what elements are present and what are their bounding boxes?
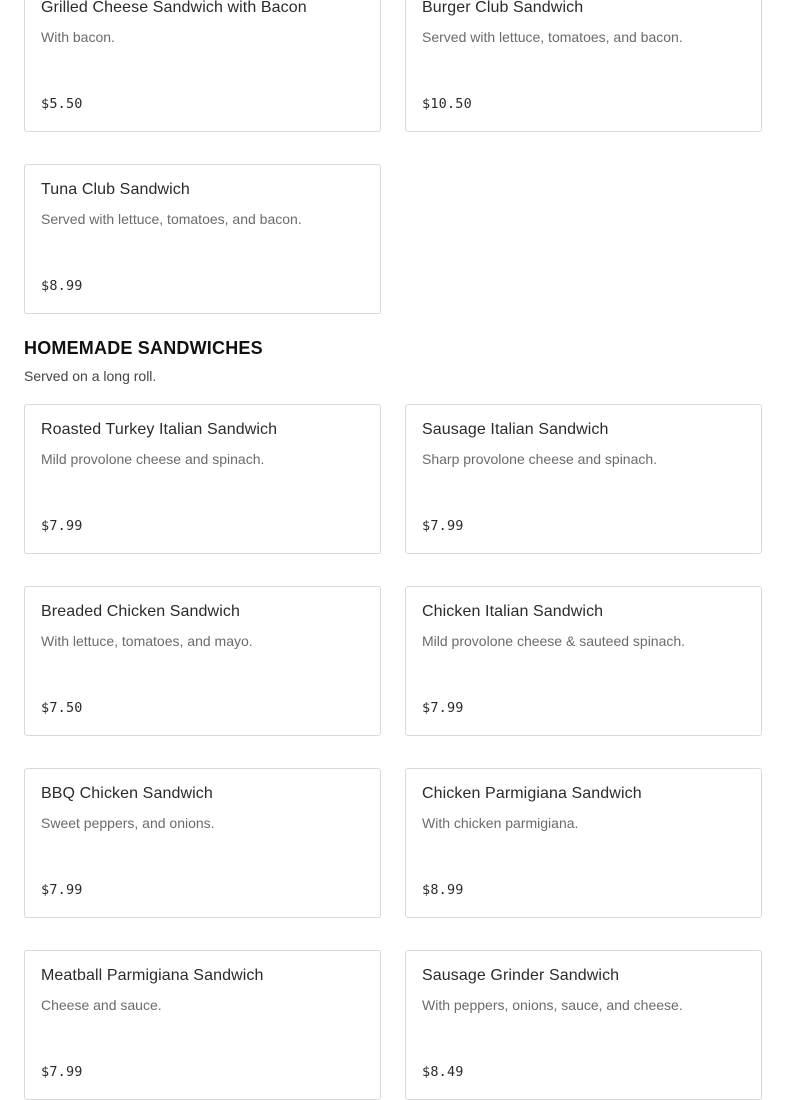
menu-item-description: Mild provolone cheese & sauteed spinach.	[422, 633, 686, 649]
menu-item-card[interactable]	[24, 164, 381, 314]
menu-item-description: With lettuce, tomatoes, and mayo.	[41, 633, 253, 649]
menu-item-card[interactable]	[24, 768, 381, 918]
menu-item-name: BBQ Chicken Sandwich	[41, 785, 213, 802]
menu-item-price: $7.99	[422, 700, 464, 716]
menu-item-price: $7.99	[41, 518, 83, 534]
menu-item-card[interactable]	[405, 950, 762, 1100]
menu-item-name: Breaded Chicken Sandwich	[41, 603, 240, 620]
menu-item-price: $7.50	[41, 700, 83, 716]
menu-item-name: Burger Club Sandwich	[422, 0, 584, 16]
menu-item-name: Chicken Italian Sandwich	[422, 603, 604, 620]
menu-item-price: $10.50	[422, 96, 472, 112]
menu-item-card[interactable]	[24, 586, 381, 736]
menu-item-name: Tuna Club Sandwich	[41, 181, 190, 198]
menu-item-price: $5.50	[41, 96, 83, 112]
menu-item-name: Roasted Turkey Italian Sandwich	[41, 421, 278, 438]
menu-item-card[interactable]	[405, 0, 762, 132]
menu-item-name: Sausage Grinder Sandwich	[422, 967, 620, 984]
menu-item-price: $7.99	[41, 1064, 83, 1080]
menu-item-card[interactable]	[24, 0, 381, 132]
menu-item-description: With bacon.	[41, 29, 115, 45]
menu-item-card[interactable]	[405, 586, 762, 736]
menu-item-name: Chicken Parmigiana Sandwich	[422, 785, 642, 802]
menu-item-description: Served with lettuce, tomatoes, and bacon.	[41, 211, 302, 227]
menu-item-price: $7.99	[422, 518, 464, 534]
section-title: HOMEMADE SANDWICHES	[24, 338, 263, 358]
menu-item-card[interactable]	[405, 768, 762, 918]
menu-item-description: Sweet peppers, and onions.	[41, 815, 215, 831]
menu-item-description: Served with lettuce, tomatoes, and bacon.	[422, 29, 683, 45]
menu-item-description: Mild provolone cheese and spinach.	[41, 451, 265, 467]
menu-item-description: With chicken parmigiana.	[422, 815, 579, 831]
menu-item-card[interactable]	[24, 404, 381, 554]
menu-item-card[interactable]	[24, 950, 381, 1100]
menu-item-description: Sharp provolone cheese and spinach.	[422, 451, 658, 467]
section-subtitle: Served on a long roll.	[24, 368, 157, 384]
menu-item-price: $8.49	[422, 1064, 464, 1080]
menu-item-price: $7.99	[41, 882, 83, 898]
menu-item-name: Grilled Cheese Sandwich with Bacon	[41, 0, 307, 16]
menu-item-description: Cheese and sauce.	[41, 997, 162, 1013]
menu-item-description: With peppers, onions, sauce, and cheese.	[422, 997, 683, 1013]
menu-item-name: Sausage Italian Sandwich	[422, 421, 609, 438]
menu-item-price: $8.99	[41, 278, 83, 294]
menu-item-name: Meatball Parmigiana Sandwich	[41, 967, 264, 984]
menu-item-price: $8.99	[422, 882, 464, 898]
menu-item-card[interactable]	[405, 404, 762, 554]
